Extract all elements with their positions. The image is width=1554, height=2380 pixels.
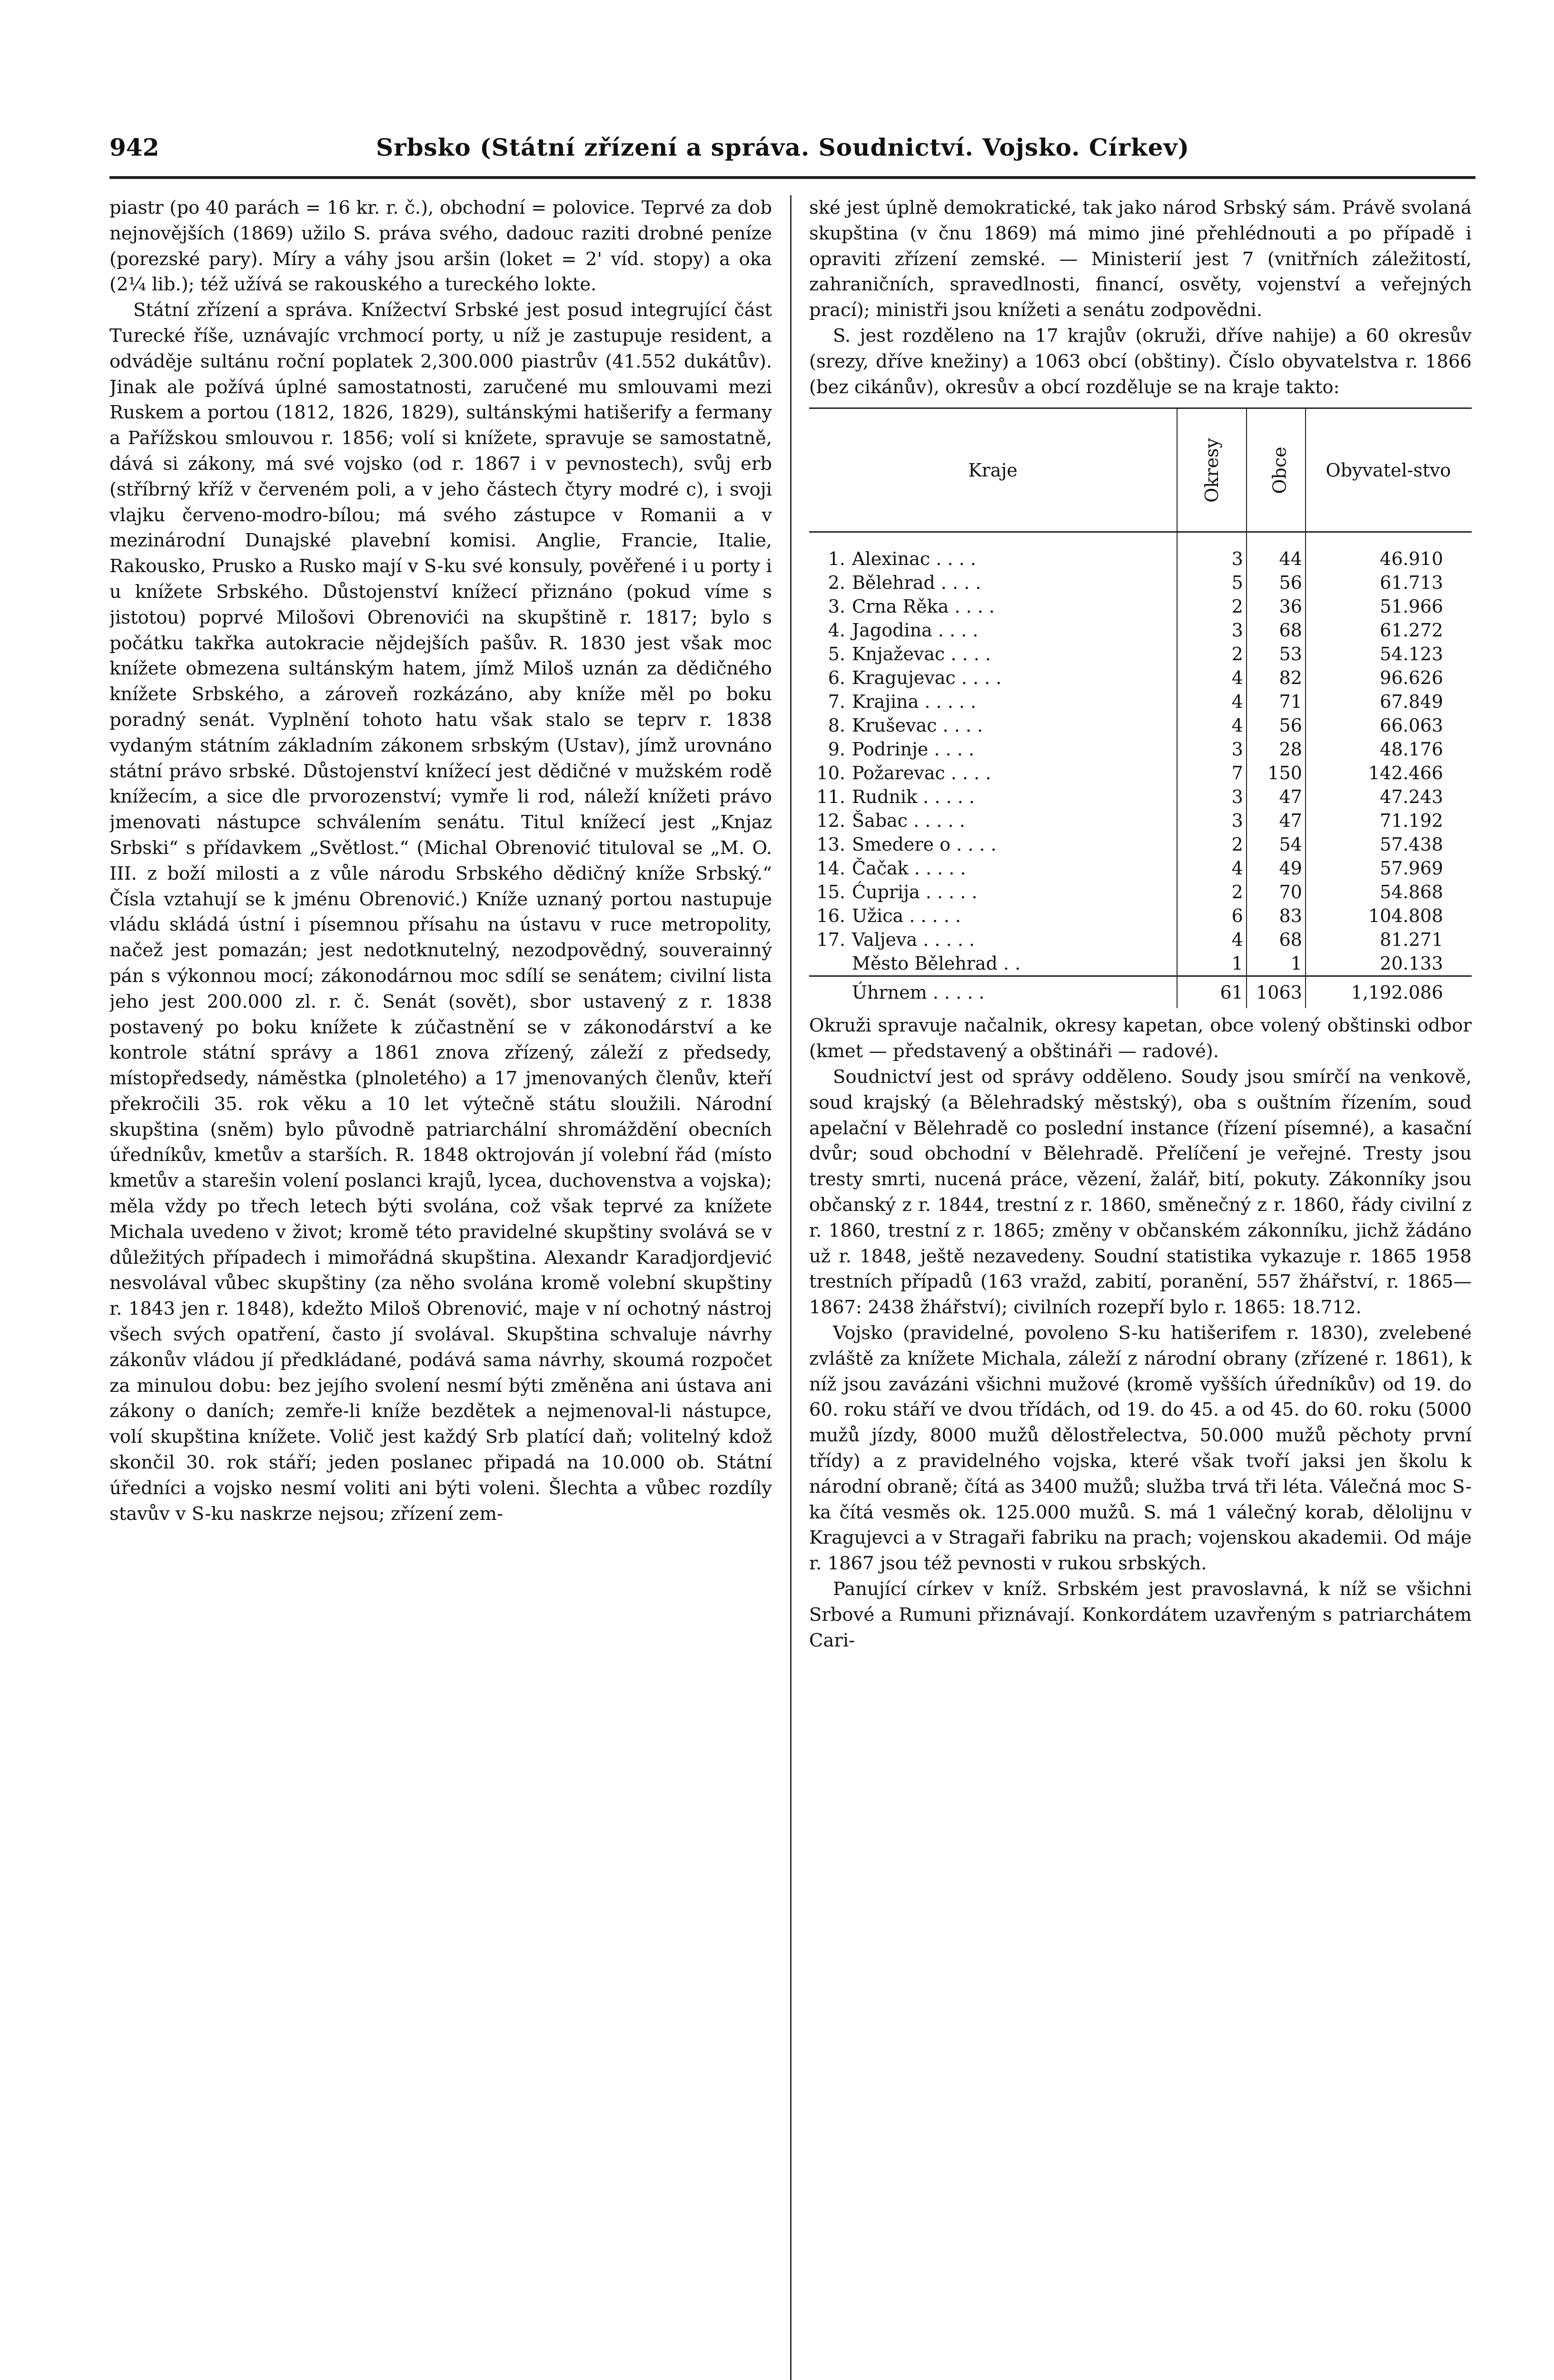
table-row: [809, 595, 1472, 618]
total-leader-dots: . . . . .: [932, 982, 985, 1003]
table-row: [809, 856, 1472, 880]
cell-okresy: 4: [1177, 928, 1247, 952]
cell-leader-dots: . . . .: [938, 620, 979, 641]
table-row: [809, 904, 1472, 928]
cell-obce: 150: [1247, 761, 1306, 785]
cell-okresy: 4: [1177, 666, 1247, 690]
cell-okresy: 5: [1177, 571, 1247, 595]
cell-name: Knjaževac: [852, 644, 945, 665]
cell-okresy: 1: [1177, 952, 1247, 976]
cell-leader-dots: . . . .: [950, 644, 991, 665]
cell-name: Šabac: [852, 810, 908, 832]
cell-name: Smedere o: [852, 834, 950, 855]
cell-kraj: [809, 595, 1177, 618]
cell-number: 12.: [816, 810, 845, 832]
cell-obyvatelstvo: 71.192: [1380, 810, 1443, 832]
cell-obce: 82: [1247, 666, 1306, 690]
cell-leader-dots: . . . . .: [913, 810, 965, 832]
left-paragraph-2: Státní zřízení a správa. Knížectví Srbské jest posud integrující část Turecké říše, uznávajíc vrchmocí porty, u níž je zastupuje resident, a odváděje sultánu roční poplatek 2,300.000 piastrův (41.552 dukátův). Jinak ale požívá úplné samostatnosti, zaručené mu smlouvami mezi Ruskem a portou (1812, 1826, 1829), sultánskými hatišerify a fermany a Pařížskou smlouvou r. 1856; volí si knížete, spravuje se samostatně, dává si zákony, má své vojsko (od r. 1867 i v pevnostech), svůj erb (stříbrný kříž v červeném poli, a v jeho částech čtyry modré c), i svoji vlajku červeno-modro-bílou; má svého zástupce v Romanii a v mezinárodní Dunajské plavební komisi. Anglie, Francie, Italie, Rakousko, Prusko a Rusko mají v S-ku své konsuly, pověřené i u porty i u knížete Srbského. Důstojenství knížecí přiznáno (pokud víme s jistotou) poprvé Milošovi Obrenovići na skupštině r. 1817; bylo s počátku takřka autokracie nějdejších pašův. R. 1830 jest však moc knížete obmezena sultánským hatem, jímž Miloš uznán za dědičného knížete Srbského, a zároveň rozkázáno, aby kníže měl po boku poradný senát. Vyplnění tohoto hatu však stalo se teprv r. 1838 vydaným státním základním zákonem srbským (Ustav), jímž urovnáno státní právo srbské. Důstojenství knížecí jest dědičné v mužském rodě knížecím, a sice dle prvorozenství; vymře li rod, náleží knížeti právo jmenovati nástupce schválením senátu. Titul knížecí jest „Knjaz Srbski“ s přídavkem „Světlost.“ (Michal Obrenović tituloval se „M. O. III. z boží milosti a z vůle národu Srbského dědičný kníže Srbský.“ Čísla vztahují se k jménu Obrenović.) Kníže uznaný portou nastupuje vládu skládá ústní i písemnou přísahu na ústavu v ruce metropolity, načež jest pomazán; jest nedotknutelný, nezodpovědný, souverainný pán s výkonnou mocí; zákonodárnou moc sdílí se senátem; civilní lista jeho jest 200.000 zl. r. č. Senát (sovět), sbor ustavený z r. 1838 postavený po boku knížete k zúčastnění se v zákonodárství a ke kontrole státní správy a 1861 znova zřízený, záleží z předsedy, místopředsedy, náměstka (plnoletého) a 17 jmenovaných členův, kteří překročili 35. rok věku a 10 let výtečně státu sloužili. Národní skupština (sněm) bylo původně patriarchální shromáždění obecních úředníkův, kmetův a starších. R. 1848 oktrojován jí volební řád (místo kmetův a starešin volení poslanci krajů, lycea, duchovenstva a vojska); měla vždy po třech letech býti svolána, což však teprvé za knížete Michala uvedeno v život; kromě této pravidelné skupštiny svolává se v důležitých případech i mimořádná skupština. Alexandr Karadjordjević nesvolával vůbec skupštiny (za něho svolána kromě volební skupštiny r. 1843 jen r. 1848), kdežto Miloš Obrenović, maje v ní ochotný nástroj všech svých opatření, často jí svolával. Skupština schvaluje návrhy zákonův vládou jí předkládané, podává sama návrhy, skoumá rozpočet za minulou dobu: bez jejího svolení nesmí býti změněna ani ústava ani zákony o daních; zemře-li kníže bezdětek a nejmenoval-li nástupce, volí skupština knížete. Volič jest každý Srb platící daň; volitelný kdož skončil 30. rok stáří; jeden poslanec připadá na 10.000 ob. Státní úředníci a vojsko nesmí voliti ani býti voleni. Šlechta a vůbec rozdíly stavův v S-ku naskrze nejsou; zřízení zem-: [109, 299, 772, 1525]
table-row: [809, 666, 1472, 690]
cell-okresy: 3: [1177, 809, 1247, 833]
cell-obyvatelstvo: 48.176: [1380, 739, 1443, 760]
page: [109, 119, 1475, 2380]
cell-name: Čačak: [852, 858, 909, 879]
cell-leader-dots: . . . .: [961, 667, 1002, 689]
right-column: [809, 195, 1472, 2380]
cell-obyvatelstvo: 104.808: [1368, 905, 1443, 927]
total-label-cell: [809, 976, 1177, 1009]
column-divider: [790, 195, 792, 2380]
table-row: [809, 737, 1472, 761]
cell-name: Město Bělehrad: [852, 953, 998, 974]
cell-kraj: [809, 809, 1177, 833]
cell-kraj: [809, 856, 1177, 880]
cell-obce: 49: [1247, 856, 1306, 880]
table-row: [809, 690, 1472, 714]
cell-okresy: 2: [1177, 833, 1247, 856]
cell-name: Užica: [852, 905, 904, 927]
left-column: [109, 195, 772, 2380]
cell-okresy: 3: [1177, 618, 1247, 642]
cell-leader-dots: . . . . .: [914, 858, 966, 879]
cell-leader-dots: . . . . .: [924, 691, 977, 713]
running-header: [109, 119, 1475, 176]
cell-okresy: 7: [1177, 761, 1247, 785]
cell-obce: 1: [1247, 952, 1306, 976]
cell-obyvatelstvo: 96.626: [1380, 667, 1443, 689]
right-paragraph-5: Vojsko (pravidelné, povoleno S-ku hatišerifem r. 1830), zvelebené zvláště za knížete Michala, záleží z národní obrany (zřízené r. 1861), k níž jsou zavázáni všichni mužové (kromě vyšších úředníkův) od 19. do 60. roku stáří ve dvou třídách, od 19. do 45. a od 45. do 60. roku (5000 mužů jízdy, 8000 mužů dělostřelectva, 50.000 mužů pěchoty první třídy) a z pravidelného vojska, které však tvoří jaksi jen školu k národní obraně; čítá as 3400 mužů; služba trvá tři léta. Válečná moc S-ka čítá vesměs ok. 125.000 mužů. S. má 1 válečný korab, dělolijnu v Kragujevci a v Stragaři fabriku na prach; vojenskou akademii. Od máje r. 1867 jsou též pevnosti v rukou srbských.: [809, 1322, 1472, 1575]
cell-obce: 56: [1247, 714, 1306, 737]
left-paragraph-1: piastr (po 40 parách = 16 kr. r. č.), obchodní = polovice. Teprvé za dob nejnovějších (1869) užilo S. práva svého, dadouc raziti drobné peníze (porezské pary). Míry a váhy jsou aršin (loket = 2' víd. stopy) a oka (2¼ lib.); též užívá se rakouského a tureckého lokte.: [109, 197, 772, 296]
cell-leader-dots: . . . .: [954, 596, 995, 617]
cell-kraj: [809, 571, 1177, 595]
cell-obyvatelstvo: 67.849: [1380, 691, 1443, 713]
cell-leader-dots: . . . . .: [925, 882, 978, 903]
cell-number: 10.: [816, 763, 845, 784]
cell-number: 1.: [828, 548, 845, 570]
cell-kraj: [809, 833, 1177, 856]
cell-leader-dots: . . . .: [942, 715, 983, 736]
cell-name: Valjeva: [852, 929, 918, 951]
cell-okresy: 6: [1177, 904, 1247, 928]
cell-obce: 56: [1247, 571, 1306, 595]
cell-name: Rudnik: [852, 786, 918, 808]
header-rule: [109, 176, 1475, 179]
cell-obyvatelstvo: 20.133: [1380, 953, 1443, 974]
cell-leader-dots: . . . .: [956, 834, 997, 855]
cell-kraj: [809, 761, 1177, 785]
cell-kraj: [809, 642, 1177, 666]
cell-obyvatelstvo: 61.713: [1380, 572, 1443, 594]
cell-obce: 68: [1247, 618, 1306, 642]
cell-obyvatelstvo: 51.966: [1380, 596, 1443, 617]
cell-number: 11.: [816, 786, 845, 808]
cell-number: 15.: [816, 882, 845, 903]
cell-obce: 28: [1247, 737, 1306, 761]
cell-okresy: 4: [1177, 714, 1247, 737]
cell-obyvatelstvo: 47.243: [1380, 786, 1443, 808]
header-kraje: Kraje: [809, 408, 1177, 532]
cell-kraj: [809, 666, 1177, 690]
header-obce: [1247, 408, 1306, 532]
cell-leader-dots: . . . .: [936, 548, 976, 570]
cell-name: Alexinac: [852, 548, 930, 570]
cell-number: 7.: [828, 691, 845, 713]
cell-kraj: [809, 532, 1177, 571]
header-obce-label: Obce: [1269, 446, 1290, 494]
regions-table: [809, 407, 1472, 1008]
cell-leader-dots: . . . .: [940, 572, 981, 594]
table-total-row: [809, 976, 1472, 1009]
cell-name: Požarevac: [852, 763, 945, 784]
cell-obce: 53: [1247, 642, 1306, 666]
cell-obyvatelstvo: 66.063: [1380, 715, 1443, 736]
cell-okresy: 3: [1177, 532, 1247, 571]
cell-obyvatelstvo: 61.272: [1380, 620, 1443, 641]
cell-obyvatelstvo: 54.123: [1380, 644, 1443, 665]
cell-kraj: [809, 618, 1177, 642]
header-obyvatelstvo: Obyvatel-stvo: [1306, 408, 1472, 532]
right-paragraph-3: Okruži spravuje načalnik, okresy kapetan, obce volený obštinski odbor (kmet — představený a obštináři — radové).: [809, 1015, 1472, 1062]
table-header-row: [809, 408, 1472, 532]
cell-kraj: [809, 785, 1177, 809]
cell-name: Kragujevac: [852, 667, 956, 689]
page-number: 942: [109, 133, 159, 161]
cell-kraj: [809, 714, 1177, 737]
cell-number: 3.: [828, 596, 845, 617]
cell-name: Ćuprija: [852, 882, 920, 903]
cell-kraj: [809, 904, 1177, 928]
cell-name: Kruševac: [852, 715, 937, 736]
page-title: Srbsko (Státní zřízení a správa. Soudnictví. Vojsko. Církev): [376, 133, 1190, 161]
cell-number: 16.: [816, 905, 845, 927]
right-paragraph-2: S. jest rozděleno na 17 krajův (okruži, dříve nahije) a 60 okresův (srezy, dříve knežiny) a 1063 obcí (obštiny). Číslo obyvatelstva r. 1866 (bez cikánův), okresův a obcí rozděluje se na kraje takto:: [809, 325, 1472, 398]
right-paragraph-1: ské jest úplně demokratické, tak jako národ Srbský sám. Právě svolaná skupština (v čnu 1869) má mimo jiné přehlédnouti a po případě i opraviti zřízení zemské. — Ministerií jest 7 (vnitřních záležitostí, zahraničních, spravedlnosti, financí, osvěty, vojenství a veřejných prací); ministři jsou knížeti a senátu zodpovědni.: [809, 197, 1472, 321]
table-row: [809, 880, 1472, 904]
cell-kraj: [809, 880, 1177, 904]
table-row: [809, 571, 1472, 595]
cell-leader-dots: . .: [1003, 953, 1021, 974]
cell-leader-dots: . . . . .: [909, 905, 961, 927]
table-row: [809, 714, 1472, 737]
header-okresy: [1177, 408, 1247, 532]
cell-kraj: [809, 737, 1177, 761]
cell-obce: 83: [1247, 904, 1306, 928]
cell-obce: 54: [1247, 833, 1306, 856]
total-label: Úhrnem: [852, 982, 927, 1003]
cell-obce: 71: [1247, 690, 1306, 714]
table-row: [809, 833, 1472, 856]
table-row: [809, 618, 1472, 642]
table-row: [809, 761, 1472, 785]
table-row: [809, 809, 1472, 833]
right-paragraph-6: Panující církev v kníž. Srbském jest pravoslavná, k níž se všichni Srbové a Rumuni přiznávají. Konkordátem uzavřeným s patriarchátem Cari-: [809, 1578, 1472, 1651]
total-okresy: 61: [1177, 976, 1247, 1009]
cell-number: 2.: [828, 572, 845, 594]
cell-name: Bělehrad: [852, 572, 935, 594]
table-row: [809, 642, 1472, 666]
cell-okresy: 3: [1177, 737, 1247, 761]
cell-obce: 70: [1247, 880, 1306, 904]
cell-kraj: [809, 952, 1177, 976]
cell-okresy: 2: [1177, 595, 1247, 618]
cell-number: 14.: [816, 858, 845, 879]
cell-number: 4.: [828, 620, 845, 641]
cell-number: 9.: [828, 739, 845, 760]
cell-name: Crna Rěka: [852, 596, 949, 617]
cell-obce: 68: [1247, 928, 1306, 952]
total-obyvatelstvo: 1,192.086: [1306, 976, 1472, 1009]
cell-kraj: [809, 928, 1177, 952]
cell-okresy: 4: [1177, 690, 1247, 714]
total-obce: 1063: [1247, 976, 1306, 1009]
header-okresy-label: Okresy: [1201, 437, 1222, 503]
cell-name: Podrinje: [852, 739, 929, 760]
cell-obyvatelstvo: 81.271: [1380, 929, 1443, 951]
cell-obyvatelstvo: 46.910: [1380, 548, 1443, 570]
table-row: [809, 785, 1472, 809]
cell-okresy: 3: [1177, 785, 1247, 809]
cell-obyvatelstvo: 57.969: [1380, 858, 1443, 879]
cell-leader-dots: . . . .: [950, 763, 991, 784]
cell-number: 5.: [828, 644, 845, 665]
table-row: [809, 952, 1472, 976]
cell-okresy: 4: [1177, 856, 1247, 880]
table-row: [809, 928, 1472, 952]
cell-number: 17.: [816, 929, 845, 951]
cell-obyvatelstvo: 57.438: [1380, 834, 1443, 855]
cell-leader-dots: . . . .: [934, 739, 974, 760]
cell-name: Jagodina: [852, 620, 932, 641]
cell-obyvatelstvo: 54.868: [1380, 882, 1443, 903]
cell-leader-dots: . . . . .: [923, 786, 975, 808]
cell-obce: 47: [1247, 785, 1306, 809]
cell-okresy: 2: [1177, 880, 1247, 904]
cell-number: 13.: [816, 834, 845, 855]
cell-number: 6.: [828, 667, 845, 689]
cell-name: Krajina: [852, 691, 919, 713]
right-paragraph-4: Soudnictví jest od správy odděleno. Soudy jsou smírčí na venkově, soud krajský (a Bělehradský městský), oba s ouštním řízením, soud apelační v Bělehradě co poslední instance (řízení písemné), a kasační dvůr; soud obchodní v Bělehradě. Přelíčení je veřejné. Tresty jsou tresty smrti, nucená práce, vězení, žalář, bití, pokuty. Zákonníky jsou občanský z r. 1844, trestní z r. 1860, směnečný z r. 1860, řády civilní z r. 1860, trestní z r. 1865; změny v občanském zákonníku, jichž žádáno už r. 1848, ještě nezavedeny. Soudní statistika vykazuje r. 1865 1958 trestních případů (163 vražd, zabití, poranění, 557 žhářství, r. 1865—1867: 2438 žhářství); civilních rozepří bylo r. 1865: 18.712.: [809, 1066, 1472, 1319]
cell-obce: 47: [1247, 809, 1306, 833]
table-row: [809, 532, 1472, 571]
cell-leader-dots: . . . . .: [923, 929, 975, 951]
cell-obce: 36: [1247, 595, 1306, 618]
cell-number: 8.: [828, 715, 845, 736]
cell-obce: 44: [1247, 532, 1306, 571]
cell-okresy: 2: [1177, 642, 1247, 666]
cell-kraj: [809, 690, 1177, 714]
table-body: [809, 532, 1472, 1009]
cell-obyvatelstvo: 142.466: [1368, 763, 1443, 784]
